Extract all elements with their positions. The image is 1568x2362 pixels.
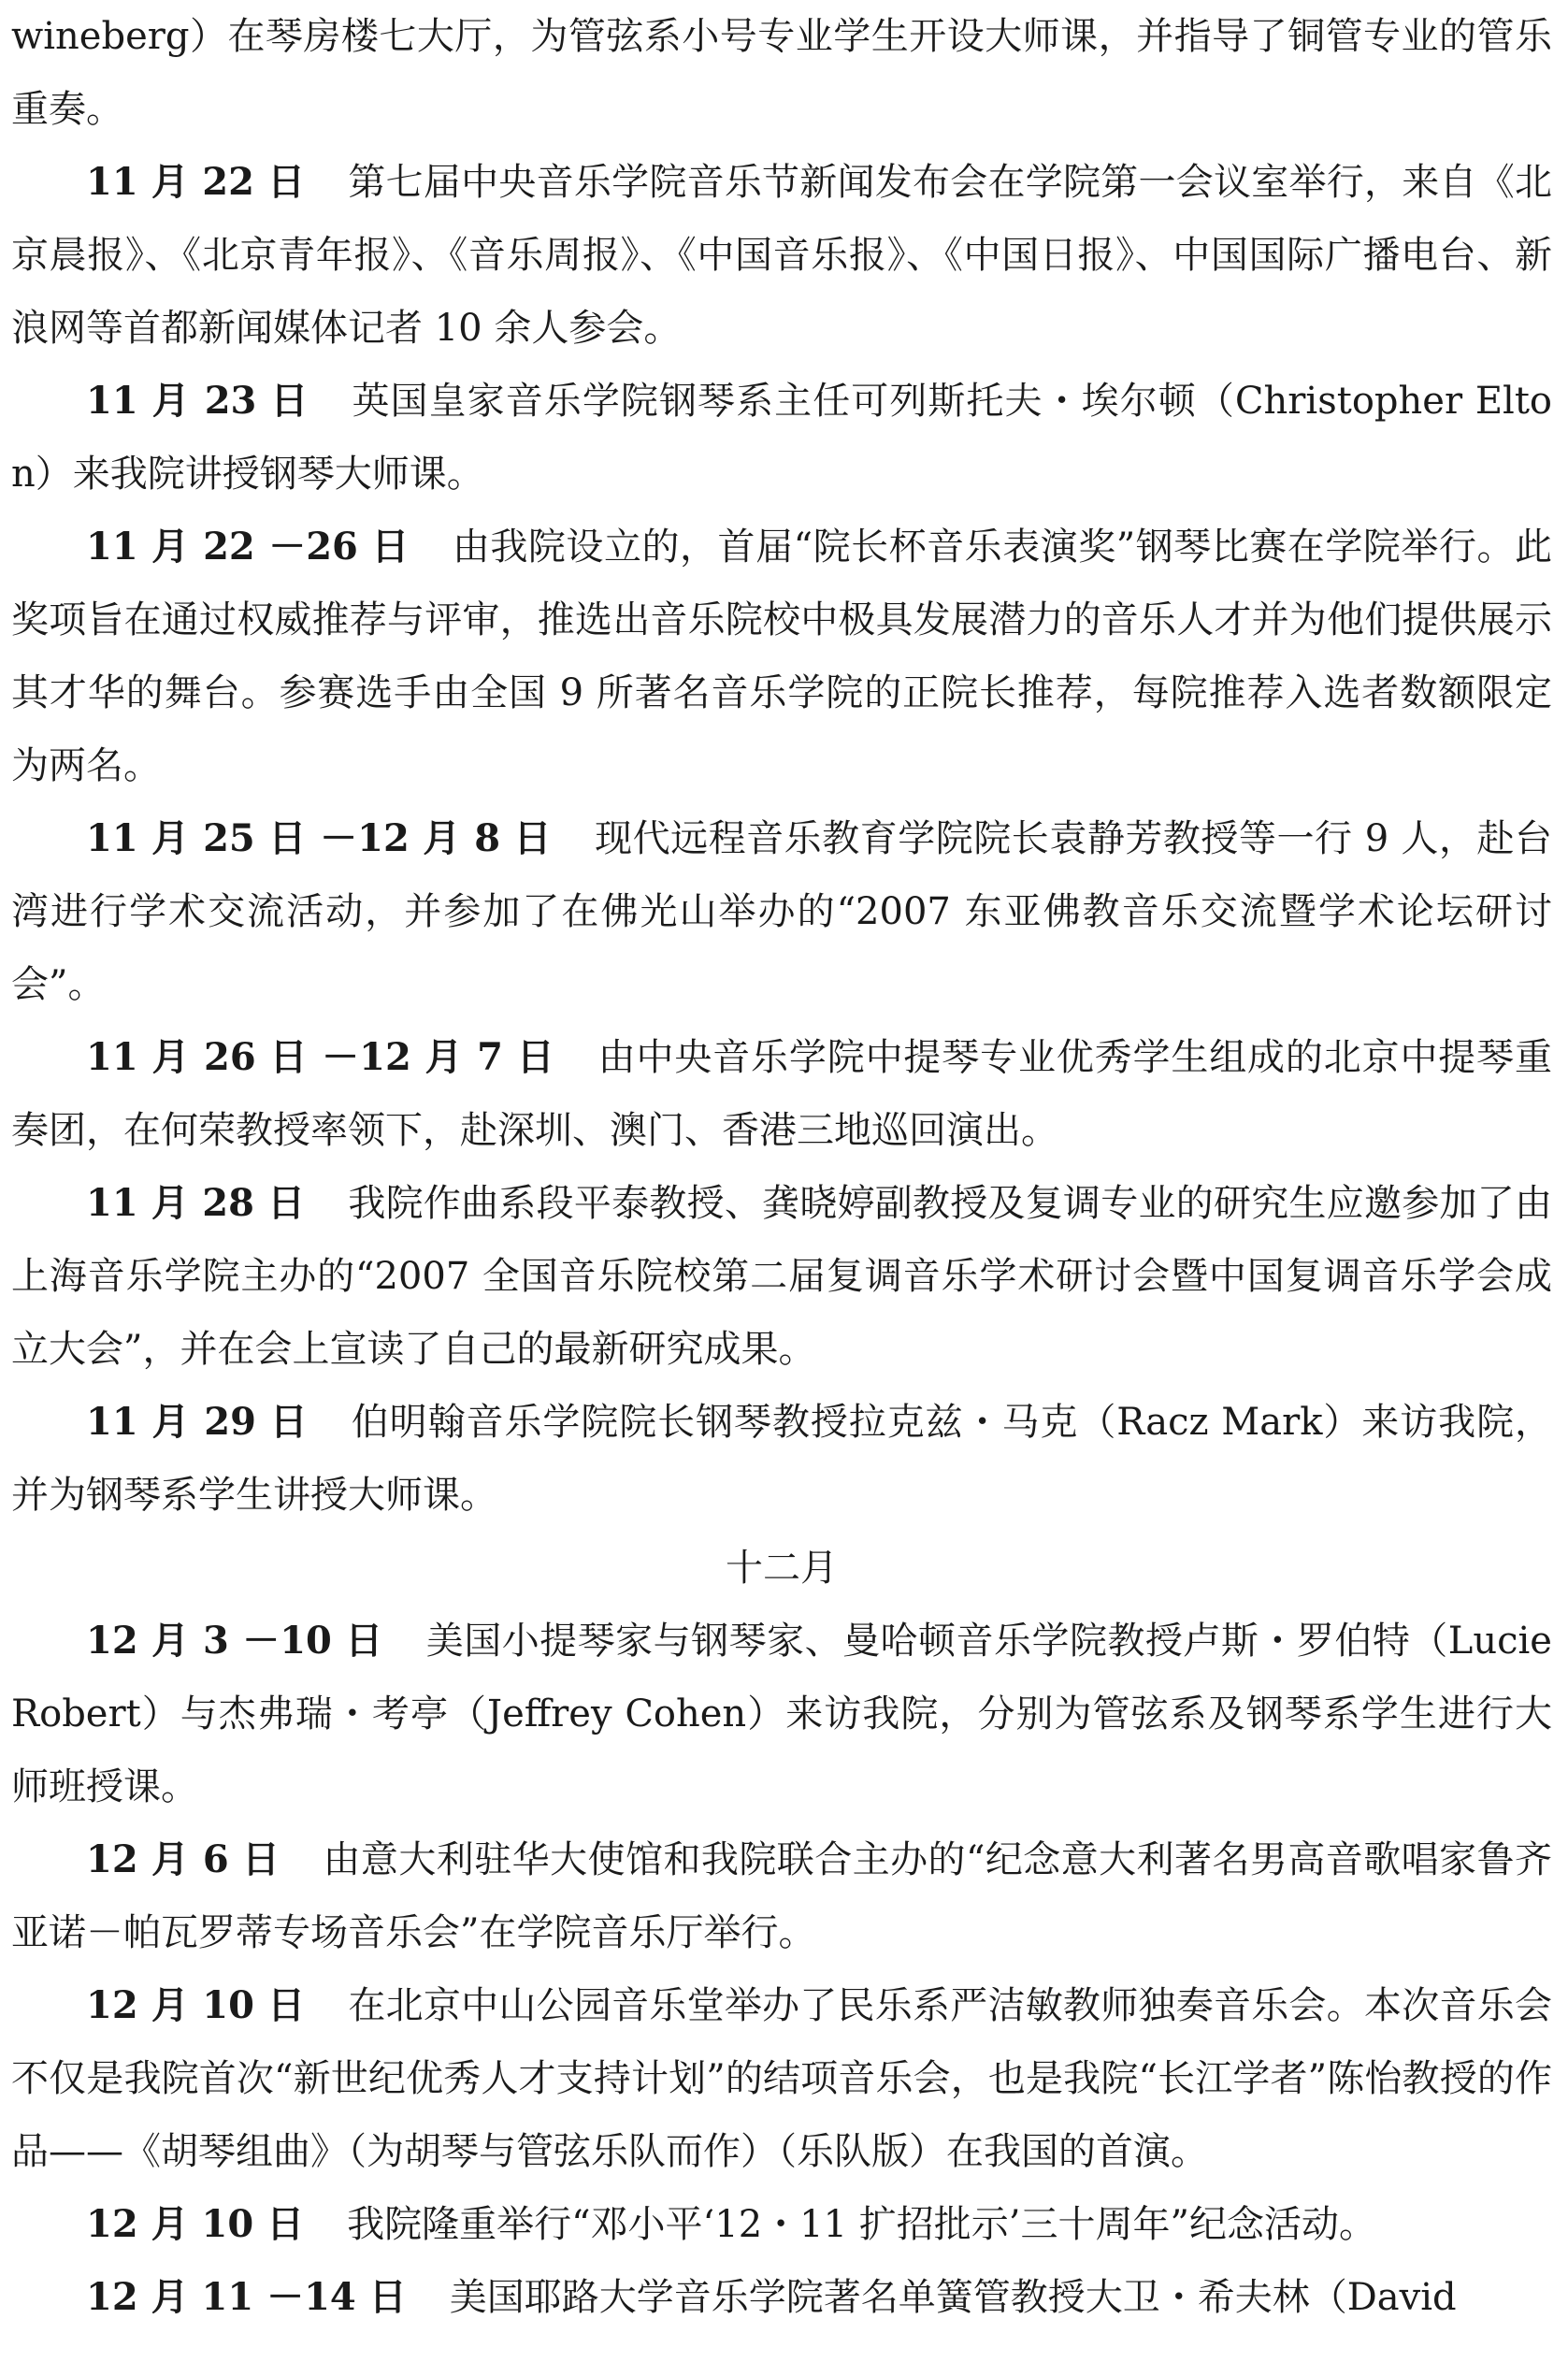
entry-text: 由中央音乐学院中提琴专业优秀学生组成的北京中提琴重奏团，在何荣教授率领下，赴深圳、澳门、香港三地巡回演出。 xyxy=(11,1036,1552,1152)
entry-paragraph xyxy=(11,1823,1552,1969)
entry-paragraph xyxy=(11,511,1552,802)
entry-text: 我院隆重举行“邓小平‘12・11 扩招批示’三十周年”纪念活动。 xyxy=(347,2203,1376,2246)
entry-date: 12 月 3 －10 日 xyxy=(86,1619,383,1663)
november-entries xyxy=(11,146,1552,1532)
december-entries xyxy=(11,1605,1552,2334)
entry-text: 在北京中山公园音乐堂举办了民乐系严洁敏教师独奏音乐会。本次音乐会不仅是我院首次“新世纪优秀人才支持计划”的结项音乐会，也是我院“长江学者”陈怡教授的作品——《胡琴组曲》（为胡琴与管弦乐队而作）（乐队版）在我国的首演。 xyxy=(11,1984,1552,2173)
entry-paragraph xyxy=(11,1969,1552,2188)
entry-text: 我院作曲系段平泰教授、龚晓婷副教授及复调专业的研究生应邀参加了由上海音乐学院主办的“2007 全国音乐院校第二届复调音乐学术研讨会暨中国复调音乐学会成立大会”，并在会上宣读了自己的最新研究成果。 xyxy=(11,1182,1552,1371)
entry-paragraph xyxy=(11,365,1552,511)
entry-date: 11 月 22 日 xyxy=(86,160,306,204)
entry-text: 美国小提琴家与钢琴家、曼哈顿音乐学院教授卢斯・罗伯特（Lucie Robert）与杰弗瑞・考亭（Jeffrey Cohen）来访我院，分别为管弦系及钢琴系学生进行大师班授课。 xyxy=(11,1620,1552,1808)
entry-paragraph xyxy=(11,2261,1552,2334)
entry-text: 现代远程音乐教育学院院长袁静芳教授等一行 9 人，赴台湾进行学术交流活动，并参加了在佛光山举办的“2007 东亚佛教音乐交流暨学术论坛研讨会”。 xyxy=(11,817,1552,1006)
entry-date: 11 月 26 日 －12 月 7 日 xyxy=(86,1035,555,1079)
entry-date: 11 月 22 －26 日 xyxy=(86,525,410,569)
entry-text: 美国耶路大学音乐学院著名单簧管教授大卫・希夫林（David xyxy=(449,2276,1457,2319)
continuation-paragraph: wineberg）在琴房楼七大厅，为管弦系小号专业学生开设大师课，并指导了铜管专业的管乐重奏。 xyxy=(11,15,1552,131)
document-page xyxy=(11,0,1552,2334)
entry-text: 第七届中央音乐学院音乐节新闻发布会在学院第一会议室举行，来自《北京晨报》、《北京青年报》、《音乐周报》、《中国音乐报》、《中国日报》、中国国际广播电台、新浪网等首都新闻媒体记者 10 余人参会。 xyxy=(11,161,1552,350)
entry-text: 伯明翰音乐学院院长钢琴教授拉克兹・马克（Racz Mark）来访我院，并为钢琴系学生讲授大师课。 xyxy=(11,1401,1552,1517)
entry-paragraph xyxy=(11,1386,1552,1532)
entry-date: 12 月 11 －14 日 xyxy=(86,2275,407,2319)
entry-date: 11 月 28 日 xyxy=(86,1181,306,1225)
entry-text: 由意大利驻华大使馆和我院联合主办的“纪念意大利著名男高音歌唱家鲁齐亚诺－帕瓦罗蒂专场音乐会”在学院音乐厅举行。 xyxy=(11,1838,1553,1954)
entry-paragraph xyxy=(11,2188,1552,2261)
entry-paragraph xyxy=(11,1605,1552,1823)
entry-date: 11 月 25 日 －12 月 8 日 xyxy=(86,816,553,860)
entry-paragraph xyxy=(11,1167,1552,1386)
entry-paragraph xyxy=(11,802,1552,1021)
entry-date: 11 月 23 日 xyxy=(86,379,309,423)
entry-text: 英国皇家音乐学院钢琴系主任可列斯托夫・埃尔顿（Christopher Elton）来我院讲授钢琴大师课。 xyxy=(11,380,1552,496)
entry-date: 12 月 10 日 xyxy=(86,2202,305,2246)
entry-date: 11 月 29 日 xyxy=(86,1400,309,1444)
entry-text: 由我院设立的，首届“院长杯音乐表演奖”钢琴比赛在学院举行。此奖项旨在通过权威推荐与评审，推选出音乐院校中极具发展潜力的音乐人才并为他们提供展示其才华的舞台。参赛选手由全国 9 所著名音乐学院的正院长推荐，每院推荐入选者数额限定为两名。 xyxy=(11,526,1552,787)
entry-paragraph xyxy=(11,146,1552,365)
entry-date: 12 月 6 日 xyxy=(86,1837,281,1881)
entry-paragraph xyxy=(11,1021,1552,1167)
section-heading: 十二月 xyxy=(726,1547,838,1590)
entry-date: 12 月 10 日 xyxy=(86,1983,306,2027)
